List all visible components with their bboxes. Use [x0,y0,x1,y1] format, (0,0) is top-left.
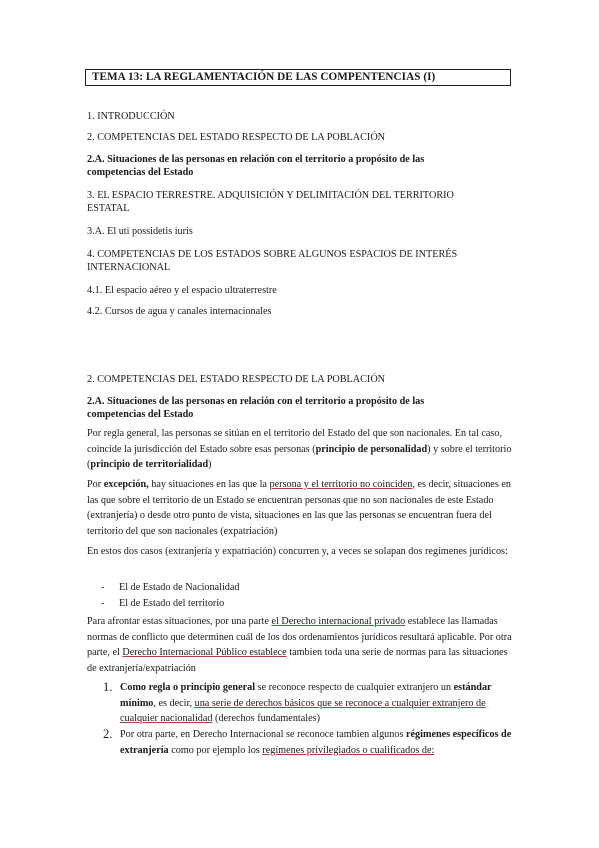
toc-item-espacio-terrestre-line1: 3. EL ESPACIO TERRESTRE. ADQUISICIÓN Y DELIMITACIÓN DEL TERRITORIO [87,190,454,201]
toc-item-42: 4.2. Cursos de agua y canales internacionales [87,306,272,317]
list-item-regimenes-especificos: Por otra parte, en Derecho Internacional se reconoce tambien algunos régimenes específicos de extranjería como por ejemplo los regímenes privilegiados o cualificados de: [120,729,512,756]
list-item-regla-general: Como regla o principio general se reconoce respecto de cualquier extranjero un estándar mínimo, es decir, una serie de derechos básicos que se reconoce a cualquier extranjero de cualquier nacionalidad (derechos fundamentales) [120,682,492,725]
subsection-heading-line1: 2.A. Situaciones de las personas en relación con el territorio a propósito de las [87,396,425,407]
page-title: TEMA 13: LA REGLAMENTACIÓN DE LAS COMPENTENCIAS (I) [85,69,511,86]
toc-item-competencias-espacios-line2: INTERNACIONAL [87,262,171,273]
underlined-persona-territorio: persona y el territorio no coinciden [269,479,413,490]
toc-item-2a-line2: competencias del Estado [87,167,194,178]
underlined-regimenes-privilegiados: regímenes privilegiados o cualificados de: [262,744,435,756]
paragraph-afrontar: Para afrontar estas situaciones, por una parte el Derecho internacional privado establece las llamadas normas de conflicto que determinen cuál de los dos ordenamientos jurídicos resultará aplicable. Por otra parte, el Derecho Internacional Público establece tambien toda una serie de normas para las situaciones de extranjería/expatriación [87,616,512,674]
bold-principio-personalidad: principio de personalidad [315,443,428,455]
toc-item-introduccion: 1. INTRODUCCIÓN [87,111,175,122]
bold-excepcion: excepción, [103,479,149,490]
paragraph-regla-general: Por regla general, las personas se sitúan en el territorio del Estado del que son nacionales. En tal caso, coincide la jurisdicción del Estado sobre esas personas (principio de personalidad) y sobre el territorio (principio de territorialidad) [87,428,512,471]
list-number-2: 2. [103,727,113,741]
subsection-heading-line2: competencias del Estado [87,409,194,420]
toc-item-competencias-espacios-line1: 4. COMPETENCIAS DE LOS ESTADOS SOBRE ALGUNOS ESPACIOS DE INTERÉS [87,249,458,260]
toc-item-competencias-poblacion: 2. COMPETENCIAS DEL ESTADO RESPECTO DE LA POBLACIÓN [87,132,386,143]
toc-item-2a-line1: 2.A. Situaciones de las personas en relación con el territorio a propósito de las [87,154,425,165]
dash-item-nacionalidad: - El de Estado de Nacionalidad [101,582,240,593]
bold-principio-territorialidad: principio de territorialidad [90,459,209,471]
list-number-1: 1. [103,680,113,694]
toc-item-41: 4.1. El espacio aéreo y el espacio ultraterrestre [87,285,277,296]
underlined-derecho-privado: el Derecho internacional privado [271,616,406,627]
dash-item-territorio: - El de Estado del territorio [101,598,225,609]
section-heading: 2. COMPETENCIAS DEL ESTADO RESPECTO DE LA POBLACIÓN [87,374,386,385]
toc-item-3a: 3.A. El uti possidetis iuris [87,226,193,237]
underlined-derecho-publico: Derecho Internacional Público establece [122,647,287,659]
underlined-derechos-basicos: una serie de derechos básicos que se reconoce a cualquier extranjero de cualquier nacionalidad [120,697,486,725]
paragraph-excepcion: Por excepción, hay situaciones en las que la persona y el territorio no coinciden, es decir, situaciones en las que sobre el territorio de un Estado se encuentran personas que no son nacionales de este Estado (extranjería) o desde otro punto de vista, situaciones en las que las personas se encuentran fuera del territorio del que son nacionales (expatriación) [87,479,511,537]
paragraph-regimenes: En estos dos casos (extranjería y expatriación) concurren y, a veces se solapan dos regímenes jurídicos: [87,546,508,557]
toc-item-espacio-terrestre-line2: ESTATAL [87,203,130,214]
